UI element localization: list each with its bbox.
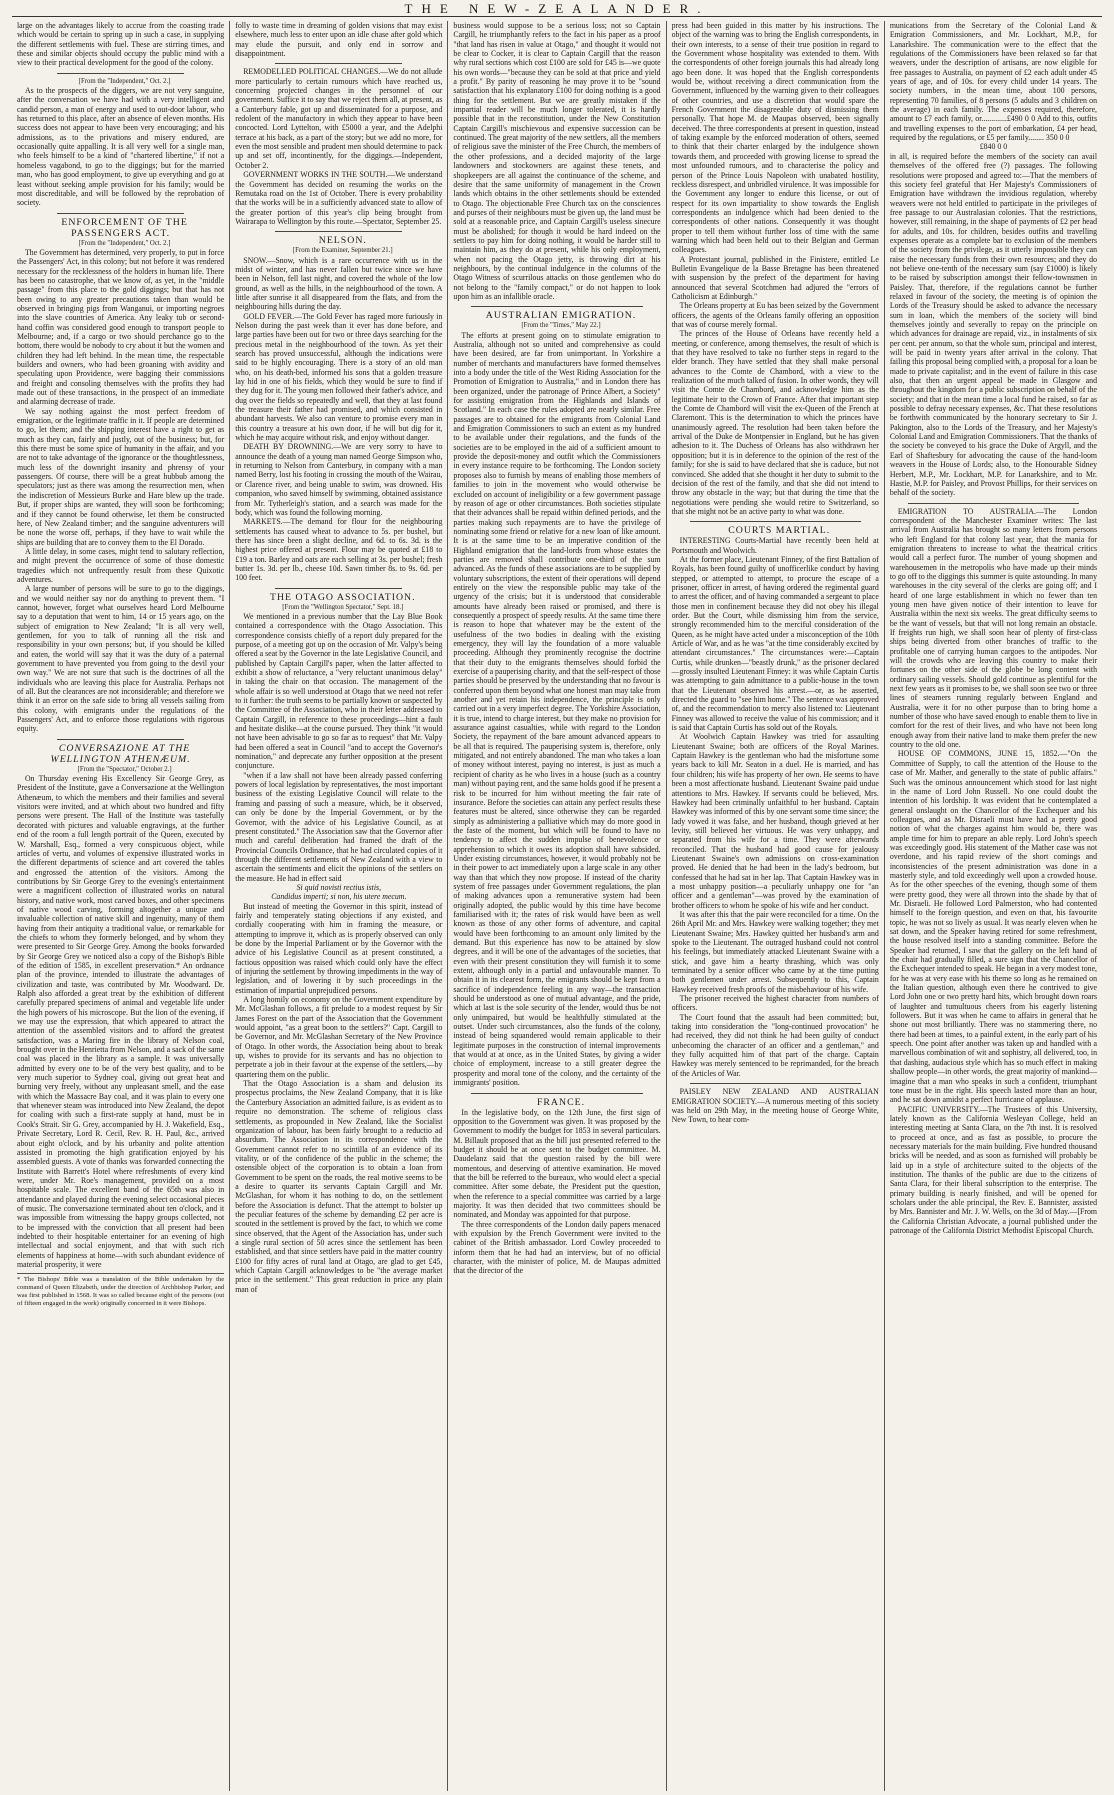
article-paragraph: At the former place, Lieutenant Finney, of the first Battalion of Royals, has been found guilty of unofficerlike conduct by having stepped, or attempted to attempt, to procure the escape of a prisoner, officer in arrest, of having ordered the regimental guard to arrest the officer, and of having commanded a sergeant to place those men in confinement because they did not obey his illegal order. But the Court, while dismissing him from the service, strongly recommended him to the merciful consideration of the Queen, as he might have acted under a misconception of the 10th Article of War, and as he was "at the time considerably excited by attendant circumstances." The circumstances were:—Captain Curtis, while drunken—"beastly drunk," as the prisoner declared—grossly insulted Lieutenant Finney: it was while Captain Curtis was attempting to gain admittance to a public-house in the town that the Lieutenant observed his arrest.—or, as he asserted, directed the guard to "see him home." The sentence was approved of, and the recommendation to mercy also listened to: Lieutenant Finney was allowed to receive the value of his commission; and it is said that Captain Curtis has sold out of the Royals. [671,554,879,733]
article-paragraph: The prisoner received the highest character from numbers of officers. [671,994,879,1013]
article-paragraph: That the Otago Association is a sham and delusion its prospectus proclaims, the New Zealand Company, that it is like the Canterbury Association an admitted failure, is as evident as to require no demonstration. The scheme of religious class settlements, as propounded in New Zealand, like the Socialist organization of labour, has been fairly brought to a reductio ad absurdum. The Association in its correspondence with the Government cannot refer to no scintilla of an evidence of its vitality, or of the confidence of the public in the scheme; the ostensible object of the corporation is to obtain a loan from Government to be spent on the roads, the real motive seems to be a desire to quarter its servants Captain Cargill and Mr. McGlashan, for whom it has nothing to do, on the settlement before the Association is defunct. That the attempt to bolster up the peculiar features of the scheme by demanding £2 per acre is scouted in the settlement is proved by the fact, to which we come since observed, that the Agent of the Association has, under such a single rural section of 50 acres since the settlement has been established, and that since settlers have paid in the matter country £100 for fifty acres of rural land at Otago, are glad to get £45, which Captain Cargill acknowledges to be "the average market price in the settlement." This great reduction in price any plain man of [235,1079,443,1294]
article-paragraph: business would suppose to be a serious loss; not so Captain Cargill, he triumphantly refers to the fact in his paper as a proof "that land has risen in value at Otago," and thought it would not be clear to Cocker, it is clear to Captain Cargill that the reason why rural sections which cost £100 are sold for £45 is—we quote his own words—"because they can be sold at that price and yield a profit." By parity of reasoning he may prove it to be "sound satisfaction that his explanatory £100 for doing nothing is a good thing for the settlement. But we are greatly mistaken if the impartial reader will be much longer tolerated, it is hardly possible that in the reconstitution, under the New Constitution Captain Cargill's mischievous and expensive succession can be continued. The great majority of the new settlers, all the members of religious save the minister of the Free Church, the members of the other professions, and a decided majority of the large landowners and stockowners are against these tenets, and shopkeepers are all against the continuance of the scheme, and desire that the same uniformity of management in the Crown lands which obtains in the other settlements should be extended to Otago. The objectionable Free Church tax on the consciences and purses of their neighbours must be given up, the land must be sold at a reasonable price, and Captain Cargill's useless sinecure must be abolished; for though it would be hard indeed on the settlers to pay him for doing nothing, it would be harder still to maintain him, as they do at present, while his only employment, when not pacing the Otago jetty, is throwing dirt at his neighbours, by the continual indulgence in the columns of the Otago Witness of scurrilous attacks on those gentlemen who do not belong to the "family compact," or do not happen to look upon him as an infallible oracle. [453,21,661,301]
divider [471,306,642,307]
article-paragraph: At Woolwich Captain Hawkey was tried for assaulting Lieutenant Swaine; both are officers of the Royal Marines. Captain Hawkey is the gentleman who had the misfortune some years back to kill Mr. Seaton in a duel. He is married, and has four children; his wife has property of her own. He seems to have been a most affectionate husband. Lieutenant Swaine paid undue attentions to Mrs. Hawkey. If servants could be believed, Mrs. Hawkey had been criminally unfaithful to her husband. Captain Hawkey was informed of this by one servant some time since; the lady vowed it was false, and her husband, though grieved at her levity, still believed her virtuous. He was very unhappy, and separated from his wife for a time. They were afterwards reconciled. That the husband had good cause for jealousy Lieutenant Swaine's own admissions on cross-examination proved. He denied that he had been in the lady's bedroom, but confessed that he had sat in her lap. That Captain Hawkey was in a most unhappy position—a peculiarly unhappy one for "an officer and a gentleman"—was proved by the examination of brother officers to whom he spoke of his wife and her conduct. [671,732,879,910]
article-paragraph: PACIFIC UNIVERSITY.—The Trustees of this University, lately known as the California Wesleyan College, held an interesting meeting at Santa Clara, on the 7th inst. It is resolved to proceed at once, and as fast as possible, to procure the necessary materials for the main building. Five hundred thousand bricks will be needed, and as soon as furnished will probably be laid up in a style of architecture suited to the objects of the institution. The thanks of the public are due to the citizens of Santa Clara, for their liberal subscription to the enterprise. The primary building is nearly finished, and will be opened for scholars under the able principal, the Rev. E. Bannister, assisted by Mrs. Bannister and Mr. J. W. Wells, on the 3d of May.—[From the California Christian Advocate, a journal published under the patronage of the California District Methodist Episcopal Church. [889,1104,1098,1235]
article-paragraph: munications from the Secretary of the Colonial Land & Emigration Commissioners, and Mr. Lockhart, M.P., for Lanarkshire. The communication were to the effect that the regulations of the Commissioners have been relaxed so far that weavers, under the description of artisans, are now eligible for free passages to Australia, on payment of £2 each adult under 45 years of age, and of 10s. for every child under 14 years. The society numbers, in the mean time, about 100 persons, representing 70 families, of 8 persons (5 adults and 3 children on the average) in each family. The expenses required, therefore, amount to £7 each family, or.............£490 0 0 Add to this, outfits and travelling expenses to the port of embarkation, £4 per head, required by the regulations, or £5 per family........ 350 0 0 [889,21,1098,143]
article-paragraph: The three correspondents of the London daily papers menaced with expulsion by the French Government were invited to the cabinet of the British ambassador. Lord Cowley proceeded to inform them that he had had an interview, but of no official character, with the minister of police, M. de Maupas admitted that the director of the [453,1219,661,1276]
article-paragraph: As to the prospects of the diggers, we are not very sanguine, after the conversation we have had with a very intelligent and candid person, a man of energy and used to out-door labour, who has returned to this place, after an absence of eleven months. His success does not appear to have been very encouraging; and his admissions, as to the privations and misery endured, are occasionally quite appalling. It is all very well for a single man, who feels himself to be a kind of "chartered libertine," if not a homeless vagabond, to go to the diggings; but for the married man, who has good employment, to give up everything and go at least without seeking ample provision for his family; would be most discreditable, and will be followed by the reprobation of society. [17,86,225,208]
article-paragraph: folly to waste time in dreaming of golden visions that may exist elsewhere, much less to enter upon an idle chase after gold which may elude the pursuit, and only end in sorrow and disappointment. [235,21,443,59]
divider [908,503,1079,504]
divider [690,1083,861,1084]
verse-line: Si quid novisti rectius istis, [296,882,382,892]
article-paragraph: PAISLEY NEW ZEALAND AND AUSTRALIAN EMIGRATION SOCIETY.—A numerous meeting of this society was held on 29th May, in the meeting house of George White, New Town, to hear com- [671,1087,879,1125]
article-paragraph: The Orleans property at Eu has been seized by the Government officers, the agents of the Orleans family offering an opposition that was of course merely formal. [671,301,879,329]
article-paragraph: A long homily on economy on the Government expenditure by Mr. McGlashan follows, a fit prelude to a modest request by Sir James Forest on the part of the Association that the Government would appoint, "as a great boon to the settlers?" Capt. Cargill to be Governor, and Mr. McGlashan Secretary of the New Province of Otago. In other words, the Association being about to break up, wishes to provide for its servants and has no objection to perpetrate a job in their favour at the expense of the settlers,—by quartering them on the public. [235,995,443,1079]
divider [57,213,184,214]
column-2 [230,21,448,1791]
column-5 [885,21,1102,1791]
divider [275,231,402,232]
article-paragraph: DEATH BY DROWNING.—We are very sorry to have to announce the death of a young man named George Simpson who, in returning to Nelson from Canterbury, in company with a man named Berry, lost his footing in crossing the mouth of the Wairau, or Clarence river, and being unable to swim, was drowned. His companion, who saved himself by swimming, obtained assistance from Mr. Tytherleigh's station, and a search was made for the body, which was found the following morning. [235,442,443,517]
divider [57,73,184,74]
total-amount: £840 0 0 [979,142,1008,152]
article-paragraph: EMIGRATION TO AUSTRALIA.—The London correspondent of the Manchester Examiner writes: The last arrival from Australia has brought so many letters from persons who left England for that colony last year, that the mania for emigration threatens to increase to what the theatrical critics would call a perfect furor. The number of young shopmen and warehousemen in the metropolis who have made up their minds to go off to the diggings this summer is quite astounding. In many warehouses in the city several of the clerks are going off; and I heard of one large establishment in which no fewer than ten young men have given notice of their intention to leave for Australia within the next six weeks. The great difficulty seems to be the want of vessels, but that will not long remain an obstacle. If freights run high, we shall soon hear of plenty of first-class ships being diverted from other branches of traffic to the profitable one of carrying human cargoes to the antipodes. Nor will the crowds who are leaving this country to make their fortunes on the other side of the globe be long content with ordinary sailing vessels. Should gold continue as plentiful for the next few years as it promises to be, we shall soon see two or three lines of steamers running regularly between England and Australia, were it for no other purpose than to bring home a number of those who have saved enough to enable them to live in comfort for the rest of their lives, and who have not been long enough away from their native land to make them prefer the new country to the old one. [889,506,1098,750]
divider [471,1093,642,1094]
footnote: * The Bishops' Bible was a translation of the Bible undertaken by the command of Queen Elizabeth, under the direction of Archbishop Parker, and was first published in 1568. It was so called because eight of the persons (out of fifteen engaged in the work) originally concerned in it were Bishops. [17,1273,224,1307]
article-source: [From the "Times," May 22.] [521,322,601,330]
article-paragraph: GOLD FEVER.—The Gold Fever has raged more furiously in Nelson during the past week than it ever has done before, and large parties have been out for two or three days searching for the precious metal in the neighbourhood of the town. As yet their search has proved unsuccessful, although the indications were said to be highly encouraging. There is a story of an old man who, on his death-bed, informed his sons that a golden treasure lay hid in one of his fields, which they would be sure to find if they dug for it. The young men followed their father's advice, and dug over the fields so repeatedly and well, that they at last found the treasure their father had promised, and which consisted in abundant harvests. We also can venture to promise every man in this country a treasure at his own door, if he will but dig for it, which he may acquire without risk, and enjoy without danger. [235,311,443,443]
divider [275,588,402,589]
article-paragraph: large on the advantages likely to accrue from the coasting trade which would be certain to spring up in such a case, in supplying the different settlements with fuel. These are stirring times, and these and similar objects should occupy the public mind with a view to their practical development for the good of the colony. [17,21,225,68]
article-paragraph: MARKETS.—The demand for flour for the neighbouring settlements has caused wheat to advance to 5s. per bushel, but there has since been a slight decline, and 6d. to 6s. 3d. is the highest price offered at present. Flour may be quoted at £18 to £19 a ton. Barley and oats are each selling at 3s. per bushel; fresh butter 1s. 3d. per lb., cheese 10d. Sawn timber 8s. to 9s. 6d. per 100 feet. [235,517,443,583]
divider [690,521,861,522]
article-paragraph: INTERESTING Courts-Martial have recently been held at Portsmouth and Woolwich. [671,536,879,555]
verse-line: Candidus imperti; si non, his utere mecum. [271,892,407,902]
article-paragraph: A large number of persons will be sure to go to the diggings, and we would neither say nor do anything to prevent them. "I cannot, however, forget what ourselves heard Lord Melbourne say to a deputation that went to him, 14 or 15 years ago, on the subject of emigration to New Zealand; "It is all very well, gentlemen, for you to talk of running all the risk and responsibility in your own persons; but, if you should be killed and eaten, the world will say that it was the duty of a paternal government to have prevented you from going to the devil your own way." We are not sure that such is the doctrines of all the individuals who are leaving this place for Australia. Perhaps not of all. But the clearances are not inconsiderable; and therefore we think it an error on the safe side to bring all vessels sailing from this colony, with emigrants under the regulations of the Passengers' Act, and to enforce those regulations with rigorous equity. [17,584,225,734]
article-heading: THE OTAGO ASSOCIATION. [270,591,416,603]
article-paragraph: But instead of meeting the Governor in this spirit, instead of fairly and temperately stating objections if any existed, and cordially cooperating with him in framing the measure, or attempting to improve it, which as is properly observed can only be done by the Imperial Parliament or by the Governor with the advice of his Legislative Council as at present constituted, a factious opposition was raised which could only have the effect of injuring the settlement by throwing impediments in the way of legislation, and of lowering it by such proceedings in the estimation of impartial unprejudiced persons. [235,901,443,995]
article-paragraph: On Thursday evening His Excellency Sir George Grey, as President of the Institute, gave a Conversazione at the Wellington Athenæum, to which the members and their families and several visitors were invited, and at which about two hundred and fifty persons were present. The Hall of the Institute was tastefully decorated with pictures and valuable engravings, at the further end of the room a full length portrait of the Queen, executed by W. Marshall, Esq., formed a very conspicuous object, while articles of vertu, and volumes of expensive illustrated works in the different departments of science and art covered the tables and engrossed the attention of the visitors. Among the contributions by Sir George Grey to the evening's entertainment were a magnificent collection of illustrated works on natural history, and native work, most carved boxes, and other specimens of native wood carving, forming altogether a unique and invaluable collection of native skill and ingenuity, many of them having from their antiquity a traditional value, or remarkable for the chiefs to whom they formerly belonged, and by whom they were presented to Sir George Grey. Among the books forwarded by Sir George Grey we noticed also a copy of the Bishop's Bible of the edition of 1585, in excellent preservation.* An ordnance plan of the province, intended to illustrate the advantages of civilization and taste, was contributed by Mr. Woodward. Dr. Ralph also afforded a great treat by the exhibition of different carefully prepared specimens of animal and vegetable life under the high powers of his microscope. But the lion of the evening, if we may use the expression, that which appeared to attract the attention of the assembled visitors and to afford the greatest satisfaction, was a Maring fire in the library of Nelson coal, brought over in the Henrietta from Nelson, and a sack of the same coal was placed in the library as a sample. It was universally admitted by every one to be of the very best quality, and to be very much superior to Sydney coal, giving out great heat and burning very freely, without any unpleasant smell, and the ease with which the Massacre Bay coal, and it was plain to every one that whenever steam was introduced into New Zealand, the depot for coaling with such a first-rate supply at hand, must be in Cook's Strait. Sir G. Grey, accompanied by H. J. Wakefield, Esq., Private Secretary, Lord R. Cecil, Rev. R. H. Paul, &c., arrived about eight o'clock, and by his urbanity and polite attention assisted in promoting the high gratification enjoyed by his assembled guests. A vote of thanks was forwarded connecting the Institute with Barrett's Hotel where refreshments of every kind were, under Mr. Roe's management, provided on a most hospitable scale. The excellent band of the 65th was also in attendance and played during the evening select occasional pieces of music. The conversazione terminated about ten o'clock, and it was impossible from witnessing the happy groups collected, not to be impressed with the conviction that all present had been indebted to their hospitable entertainer for an evening of high intellectual and social enjoyment, and that with such rich elements of happiness at home—with such abundant evidence of material prosperity, it were [17,774,225,1269]
divider [275,63,402,64]
article-heading: CONVERSAZIONE AT THE WELLINGTON ATHENÆUM. [50,742,191,765]
article-paragraph: REMODELLED POLITICAL CHANGES.—We do not allude more particularly to certain rumours which have reached us, concerning projected changes in the personnel of our government. Suffice it to say that we reject them all, at present, as a Canterbury fable, got up and disseminated for a purpose, and redolent of the manufactory in which they appear to have been concocted. Lord Lyttelton, with £5000 a year, and the Adelphi terrace at his back, as a part of the story; but we add no more, for even the most sensible and prudent men should determine to pack up and set off, incontinently, for the diggings.—Independent, October 2. [235,67,443,170]
article-paragraph: in all, is required before the members of the society can avail themselves of the offered free (?) passages. The following resolutions were proposed and agreed to:—That the members of this society feel grateful that Her Majesty's Commissioners of Emigration have withdrawn the invidious regulation, whereby weavers were not held entitled to participate in the privileges of free passage to our Australasian colonies. That the restrictions, however, still remaining, in the shape of payments of £2 per head for adults, and 10s. for children, besides outfits and travelling expenses operate as a complete bar to exclusion of the members of the society from the privilege, as it utterly impossible they can raise the necessary funds from their own resources; and they do not believe one-tenth of the necessary sum (say £1000) is likely to be raised by subscription amongst their fellow-townsmen in Paisley. That, therefore, if the regulations cannot be further relaxed in favour of the society, the meeting is of opinion the Lords of the Treasury should be asked to advance the necessary sum in loan, which the members of the society will bind themselves jointly and severally to repay on the principle on which advances for drainage are repaid, viz., in instalments of six per cent. per annum, so that the whole sum, principal and interest, will be paid in twenty years after arrival in the colony. That failing this proposal being complied with, a proposal for a loan be made to private capitalist; and in the event of failure in this case also, that then an urgent appeal be made in Glasgow and throughout the kingdom for a public subscription on behalf of the society; and that in the mean time a local fund be raised, so far as possible to defray necessary expenses, &c. That these resolutions be forthwith communicated by the honorary secretary to Sir J. Pakington, also to the Lords of the Treasury, and her Majesty's Colonial Land and Emigration Commissioners. That the thanks of the society be conveyed to his grace the Duke of Argyll, and the Earl of Shaftesbury for advocating the cause of the hand-loom weavers in the House of Lords; also, to the Honourable Sidney Herbert, M.P., Mr. Lockhart, M.P. for Lanarkshire, and to Mr. Hastie, M.P. for Paisley, and Provost Phillips, for their services on behalf of the society. [889,151,1098,498]
article-paragraph: The Government has determined, very properly, to put in force the Passengers' Act, in this colony; but not before it was rendered necessary for the recklessness of the holders in human life. There has been no catastrophe, that we know of, as yet, in the "middle passage" from this place to the gold diggings; but that has not been owing to any greater precautions taken than would be observed in bringing pigs from Wanganui, or importing negroes into the slave countries of America. Any leaky tub or second-hand coffin was considered good enough to transport people to Melbourne; and, if a cargo or two should perchance go to the bottom, there would be nobody to cry about it but the women and children they had left behind. In the mean time, the respectable builders and owners, who had been groaning with avidity and speculating upon Providence, were bagging their commissions and freight and consoling themselves with the profits they had made out of these transactions, in the prospect of an immediate and alarming decrease of trade. [17,247,225,407]
article-heading: NELSON. [318,235,367,247]
article-paragraph: press had been guided in this matter by his instructions. The object of the warning was to bring the English correspondents, in their own interests, to a sense of their true position in regard to the Government whose hospitality was extended to them. With the correspondents of other foreign journals this had already long ago been done. It was hoped that the English correspondents would be, without receiving a direct communication from the Government, influenced by the warning given to their colleagues of other countries, and use a discretion that would spare the French Government the disagreeable duty of dismissing them personally. That hope M. de Maupas observed, been signally deceived. The three correspondents at present in question, instead of taking example by the enforced moderation of others, seemed to think that their charter enlarged by the indulgence shown towards them, and proceeded with growing license to spread the most unfounded rumours, and to characterise the policy and person of the Prince Louis Napoleon with unabated hostility, reckless disrespect, and unbridled virulence. It was impossible for the Government any longer to endure this license, or out of respect for its own impartiality to show towards the English correspondents an indulgence which had been denied to the correspondents of other nations. Consequently it was thought proper to tell them without further loss of time with the same warning which had been held out to their Belgian and German colleagues. [671,21,879,255]
article-paragraph: The princes of the House of Orleans have recently held a meeting, or conference, among themselves, the result of which is that they have resolved to take no further steps in regard to the elder branch. They have settled that they shall make personal advances to the Comte de Chambord, with a view to the realization of the much talked of fusion. In other words, they will visit the Comte de Chambord, and acknowledge him as the legitimate heir to the Crown of France. After that important step the Comte de Chambord will visit the ex-Queen of the French at Claremont. This is the determination to which the princes have unanimously agreed. The resolution had been taken before the arrival of the Duke de Montpensier in England, but he has given adhesion to it. The Duchess of Orleans has also withdrawn her opposition; but it is in deference to the opinion of the rest of the family; for she is said to have declared that she is caduce, but not convinced. She added that she thought it her duty to submit to the decision of the rest of the family, and that she did not intend to throw any obstacle in the way; but that during the time that the negotiations were pending she would retire to Switzerland, so that she might not be an active party to what was done. [671,329,879,516]
article-heading: FRANCE. [536,1096,586,1108]
article-paragraph: We mentioned in a previous number that the Lay Blue Book contained a correspondence with the Otago Association. This correspondence consists chiefly of a report duly prepared for the purpose, of a meeting got up on the occasion of Mr. Valpy's being offered a seat by the Governor in the late Legislative Council, and published by Captain Cargill's paper, when the latter affected to exhibit a show of reluctance, a "very reluctant unanimous delay" in taking the chair on that occasion. The management of the whole affair is so well understood at Otago that we need not refer to it further: the truth seems to be partially known or suspected by the Committee of the Association, who in their letter addressed to Captain Cargill, in reference to these proceedings—hint a fault and hesitate dislike—at the course pursued. They think "it would not have been advisable to go so far as to request" that Mr. Valpy had been offered a seat in Council "and to accept the Governor's nomination," and deprecate any further opposition at the present conjuncture. [235,611,443,771]
article-source: [From the "Independent," Oct. 2.] [78,239,171,247]
article-paragraph: "when if a law shall not have been already passed conferring powers of local legislation by representatives, the most important business of the existing Legislative Council will relate to the framing and passing of such a measure, which, be it observed, can only be done by the Imperial Government, or by the Governor, with the advice of his Legislative Council, as at present constituted." The Association saw that the Governor after much and careful deliberation had framed the draft of the Provincial Councils Ordinance, that he had circulated copies of it through the different settlements of New Zealand with a view to ascertain the sentiments and elicit the opinions of the settlers on the measure. He had in effect said [235,770,443,883]
column-3 [448,21,666,1791]
article-source: [From the "Independent," Oct. 2.] [78,77,171,85]
article-heading: AUSTRALIAN EMIGRATION. [485,310,637,322]
article-heading: COURTS MARTIAL. [728,525,831,537]
article-source: [From the Examiner, September 21.] [292,247,393,255]
article-source: [From the "Spectator," October 2.] [77,765,172,773]
article-paragraph: The efforts at present going on to stimulate emigration to Australia, although not so united and comprehensive as could have been desired, are far from unimportant. In Yorkshire a number of merchants and manufacturers have formed themselves into a body under the title of the West Riding Association for the Promotion of Emigration to Australia," and in London there has been organized, under the patronage of Prince Albert, a Society" for assisting emigration from the Highlands and Islands of Scotland." In each case the rules adopted are nearly similar. Free passages are to obtained for the emigrants from Colonial Land and Emigration Commissioners to such an extent as my hundred to be available under their regulations, and the funds of the societies are to be employed in the aid of a sufficient amount to provide the deposit-money and outfit which the Commissioners in every instance require to be forthcoming. The London society proposes also to furnish by means of enabling those members of families to join in the movement who would otherwise be excluded on account of ineligibility or a few government passage by reason of age or other circumstances. Both societies stipulate that their advances shall be repaid within defined periods, and the parties making such repayments are to have the privilege of nominating some friend or relative for a new loan of like amount. It is at the same time to be an imperative condition of the Highland emigration that the land-lords from whose estates the parties are removed shall contribute one-third of the sum advanced. As the funds of these associations are to be supplied by voluntary subscriptions, the extent of their operations will depend entirely on the view the responsible public may take of the urgency of the crisis; but it is understood that considerable amounts have already been raised or promised, and there is consequently a prospect of speedy results. At the same time there is reason to hope that whatever may be the extent of the usefulness of the two bodies in dealing with the existing emergency, they will lay the foundation of a more valuable proceeding. Although they prominently recognise the doctrine that their duty to the emigrants themselves should forbid the exercise of a pauperising charity, and that the self-respect of those parties should be preserved by the understanding that no favour is conferred upon them beyond what one honest man may take from another and yet retain his independence, the principle is only carried out in a very imperfect degree. The Yorkshire Association, it is true, intend to charge interest, but they make no provision for assurance against casualties, while with regard to the London Society, the repayment of the bare amount advanced appears to be all that is required. The pauperising system is, therefore, only mitigated, and not entirely abandoned. The man who takes a loan of money without interest, paying no interest, is just as much a recipient of charity as he who lives in a house (such as a country man) without paying rent, and the same holds good if he present a risk to be incurred for him without meeting the fair rate of insurance. Before the societies can attain any perfect results these features must be altered, since otherwise they can be regarded simply as administering a palliative which may do more good in the faste of the moment, but which will be found to have no tendency to affect the sudden impulse of benevolence or apprehension to which it owes its adoption shall have subsided. Under existing circumstances, however, it would probably not be in their power to act immediately upon a large scale in any other way than that which they now propose. If instead of the charity system of free passages under Government regulations, the plan of making advances upon a remunerative system had been originally adopted, the public would by this time have become familiarised with it; the rates of risk would have been as well known as those of any other forms of adventure, and capital would have been forthcoming to an amount only limited by the demand. But this experience has now to be attained by slow degrees, and it will be one of the advantages of the societies, that even with their present constitution they will furnish it to some extent, although only in a partial and unfavourable manner. To obtain it in its clearest form, the emigrants should be kept from a sacrifice of independence feeling in any way—the transaction should be understood as one of mutual advantage, and the pride, which at last is the sole security of the lender, would thus be not only unimpaired, but would be healthfully stimulated at the outset. Under such circumstances, also the funds of the colony, instead of being squandered would remain applicable to their legitimate purposes in the construction of internal improvements that would at at once, as in the United States, by giving a wider choice of employment, increase to a still greater degree the prosperity and moral tone of the colony, and the certainty of the immigrants' position. [453,330,661,1088]
column-4 [667,21,885,1791]
article-paragraph: A Protestant journal, published in the Finistere, entitled Le Bulletin Evangelique de la Basse Bretagne has been threatened with suspension by the prefect of the department for having announced that several Scotchmen had adjured the "errors of Catholicism at Edinburgh." [671,254,879,301]
article-paragraph: GOVERNMENT WORKS IN THE SOUTH.—We understand the Government has decided on resuming the works on the Remutaka road on the 1st of October. There is every probability that the works will be in a sufficiently advanced state to allow of the greater portion of this year's clip being brought from Wairarapa to Wellington by this route.—Spectator, September 25. [235,170,443,226]
divider [57,739,184,740]
article-paragraph: The Court found that the assault had been committed; but, taking into consideration the "long-continued provocation" he had received, they did not think he had been guilty of conduct unbecoming the character of an officer and a gentleman," and they fully acquitted him of that part of the charge. Captain Hawkey was merely sentenced to be reprimanded, for the breach of the Articles of War. [671,1012,879,1078]
article-paragraph: It was after this that the pair were reconciled for a time. On the 26th April Mr. and Mrs. Hawkey were walking together; they met Lieutenant Swaine; Mrs. Hawkey quitted her husband's arm and spoke to the Lieutenant. The outraged husband could not control his feelings, but immediately attacked Lieutenant Swaine with a stick, and gave him a hearty thrashing, which was only terminated by a senior officer who came by at the time putting both gentlemen under arrest. Subsequently to this, Captain Hawkey received fresh proofs of the misbehaviour of his wife. [671,909,879,994]
article-paragraph: SNOW.—Snow, which is a rare occurrence with us in the midst of winter, and has never fallen but twice since we have been in Nelson, fell last night, and covered the whole of the low ground, as well as the hills, in the neighbourhood of the town. A little after sunrise it all disappeared from the flats, and from the neighbouring hills during the day. [235,255,443,312]
article-source: [From the "Wellington Spectator," Sept. 18.] [282,603,404,611]
article-heading: ENFORCEMENT OF THE PASSENGERS ACT. [61,216,188,239]
article-paragraph: HOUSE OF COMMONS, JUNE 15, 1852.—"On the Committee of Supply, to call the attention of the House to the case of Mr. Mather, and generally to the state of public affairs." Such was the ominous announcement which stood for last night in the name of Lord John Russell. No one could doubt the intention of his lordship. It was evident that he contemplated a general onslaught on the Chancellor of the Exchequer and his colleagues, and as Mr. Disraeli must have had a pretty good notion of what the charges against him would be, there was ample time for him to prepare an able reply. Lord John's speech was exceedingly good. His statement of the Mather case was not overdone, and his rapid review of the short comings and inconsistencies of the present administration was done in a masterly style, and told exceedingly well upon a crowded house. As for the other speeches of the evening, though some of them were pretty good, they were all thrown into the shade by that of Mr. Disraeli. He followed Lord Palmerston, who had contented himself to the foreign question, and even on that, his favourite topic, he was not so lively as usual. It was nearly eleven when he sat down, and the Speaker having retired for some refreshment, the house resolved itself into a standing committee. Before the Speaker had returned, I saw that the gallery on the left hand of the chair had gradually filled, a sure sign that the Chancellor of the Exchequer intended to speak. He began in a very modest tone, for he was at very ease with his theme so long as he remained on the Italian question, although even there he contrived to give Lord John one or two pretty hard hits, which brought down roars of laughter and tumultuous cheers from his eagerly listening followers. But it was when he came to affairs in general that he shone out most brilliantly. There was no stammering there, no there had been at times, to a painful extent, in the early part of his speech. One point after another was taken up and handled with a marvellous combination of wit and sophistry, all delivered, too, in that dashing, audacious style which has so much effect in making shallow people—in other words, the great majority of mankind—imagine that a man who speaks in such a confident, triumphant tone must be in the right. His speech lasted more than an hour, and he sat down amidst a perfect hurricane of applause. [889,749,1098,1105]
masthead: THE NEW-ZEALANDER. [12,2,1102,17]
column-1 [12,21,230,1791]
article-paragraph: In the legislative body, on the 12th June, the first sign of opposition to the Government was given. It was proposed by the Government to modify the budget for 1853 in several particulars. M. Billault proposed that as the bill just presented referred to the budget it should be at once sent to the budget committee. M. Daudelanz said that the question raised by the bill were momentous, and deserving of attentive examination. He moved that the bill be referred to the bureaux, who would elect a special committee. After some debate, the President put the question, when the reference to a special committee was carried by a large majority. It was then decided that two committees should be nominated, and Monday was appointed for that purpose. [453,1107,661,1220]
columns [12,21,1102,1791]
article-paragraph: We say nothing against the most perfect freedom of emigration, or the legitimate traffic in it. If people are determined to go, let them; and the shipping interest have a right to get as much as they can, fairly and justly, out of the business; but, for this there must be some spice of humanity in the affair, and you are not to take advantage of the ignorance or the thoughtlessness, much less of the downright insanity and phrensy of your passengers. Of course, there will be a great hubbub among the speculators; just as there was among the resurrection men, when the indiscretion of Messieurs Burke and Hare blew up the trade. But, if proper ships are wanted, they will soon be forthcoming; and if they cannot be found otherwise, let them be constructed here, of New Zealand timber; and the sanguine adventurers will be none the worse off, perhaps, if they have to wait while the ships are building that are to convey them to the El Dorado. [17,406,225,547]
article-paragraph: A little delay, in some cases, might tend to salutary reflection, and might prevent the occurrence of some of those domestic tragedies which not unfrequently result from these Quixotic adventures. [17,546,225,584]
